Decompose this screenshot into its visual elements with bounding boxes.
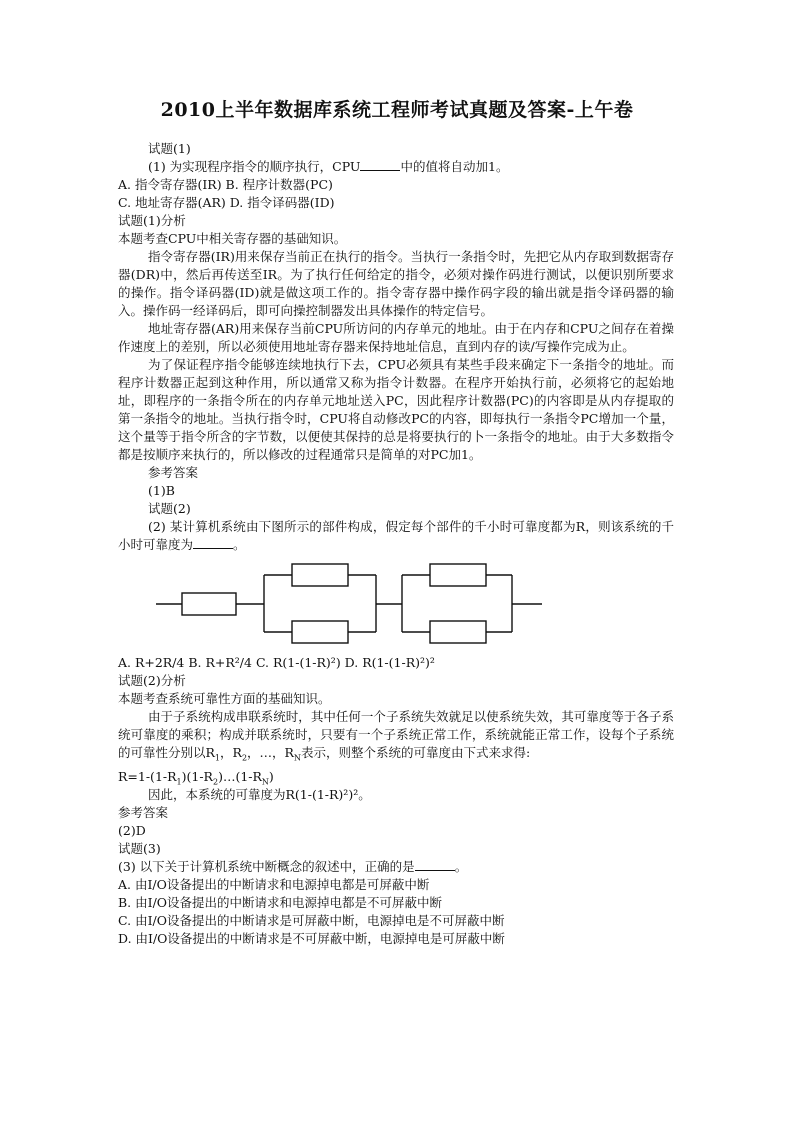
q2-conclusion: 因此，本系统的可靠度为R(1-(1-R)²)²。 bbox=[148, 786, 371, 802]
formula-sub2: 2 bbox=[212, 777, 219, 786]
q2-analysis-heading: 试题(2)分析 bbox=[118, 673, 186, 688]
q2-para-sub1: 1 bbox=[214, 753, 221, 763]
q3-heading: 试题(3) bbox=[118, 840, 161, 856]
q2-formula bbox=[118, 768, 674, 786]
q2-stem-text: (2) 某计算机系统由下图所示的部件构成，假定每个部件的千小时可靠度都为R，则该系统的千小时可靠度为 bbox=[118, 519, 674, 552]
formula-sub1: 1 bbox=[176, 777, 182, 786]
component-parallel2-bottom bbox=[430, 621, 486, 643]
q1-stem-text: (1) 为实现程序指令的顺序执行，CPU bbox=[148, 159, 361, 174]
q2-para-sub2: 2 bbox=[241, 753, 248, 763]
q2-para-text-c: ，…，R bbox=[247, 745, 294, 760]
document-body bbox=[118, 140, 674, 948]
q3-option-d: D. 由I/O设备提出的中断请求是不可屏蔽中断，电源掉电是可屏蔽中断 bbox=[118, 930, 505, 946]
q2-para-text-a: 由于子系统构成串联系统时，其中任何一个子系统失效就足以使系统失效，其可靠度等于各子系统可靠度的乘积；构成并联系统时，只要有一个子系统正常工作，系统就能正常工作，设每个子系统的可靠性分别以R bbox=[118, 709, 674, 760]
q1-paragraph-pc: 为了保证程序指令能够连续地执行下去，CPU必须具有某些手段来确定下一条指令的地址。而程序计数器正起到这种作用，所以通常又称为指令计数器。在程序开始执行前，必须将它的起始地址，即程序的一条指令所在的内存单元地址送入PC，因此程序计数器(PC)的内容即是从内存提取的第一条指令的地址。当执行指令时，CPU将自动修改PC的内容，即每执行一条指令PC增加一个量，这个量等于指令所含的字节数，以便使其保持的总是将要执行的卜一条指令的地址。由于大多数指令都是按顺序来执行的，所以修改的过程通常只是简单的对PC加1。 bbox=[118, 357, 674, 462]
page-title: 2010上半年数据库系统工程师考试真题及答案-上午卷 bbox=[160, 99, 634, 121]
reliability-diagram bbox=[118, 554, 674, 654]
q1-options-ab: A. 指令寄存器(IR) B. 程序计数器(PC) bbox=[118, 177, 333, 192]
q1-heading: 试题(1) bbox=[148, 141, 191, 156]
reliability-diagram-svg bbox=[118, 554, 674, 654]
q3-stem-tail: 。 bbox=[454, 858, 468, 874]
q2-heading: 试题(2) bbox=[148, 501, 191, 516]
q1-analysis-heading: 试题(1)分析 bbox=[118, 213, 186, 228]
q2-stem bbox=[118, 518, 674, 554]
q2-para-text-b: ，R bbox=[220, 745, 242, 760]
q3-option-a: A. 由I/O设备提出的中断请求和电源掉电都是可屏蔽中断 bbox=[118, 876, 430, 892]
q3-option-c: C. 由I/O设备提出的中断请求是可屏蔽中断，电源掉电是不可屏蔽中断 bbox=[118, 912, 505, 928]
q2-para-subn: N bbox=[293, 753, 301, 763]
formula-part-c: )…(1-R bbox=[218, 768, 262, 784]
q2-stem-tail: 。 bbox=[233, 537, 246, 552]
q2-para-text-d: 表示，则整个系统的可靠度由下式来求得: bbox=[300, 745, 531, 760]
q1-analysis-intro: 本题考查CPU中相关寄存器的基础知识。 bbox=[118, 231, 347, 246]
q1-options-cd: C. 地址寄存器(AR) D. 指令译码器(ID) bbox=[118, 195, 335, 210]
q3-stem bbox=[118, 858, 674, 876]
formula-part-b: )(1-R bbox=[181, 768, 213, 784]
q3-stem-text: (3) 以下关于计算机系统中断概念的叙述中，正确的是 bbox=[118, 858, 415, 874]
component-series bbox=[182, 593, 236, 615]
q2-blank bbox=[193, 536, 233, 549]
q3-blank bbox=[415, 858, 455, 871]
q1-stem-tail: 中的值将自动加1。 bbox=[400, 159, 509, 174]
q2-paragraph-reliability bbox=[118, 708, 674, 768]
q1-paragraph-ar: 地址寄存器(AR)用来保存当前CPU所访问的内存单元的地址。由于在内存和CPU之间存在着操作速度上的差别，所以必须使用地址寄存器来保持地址信息，直到内存的读/写操作完成为止。 bbox=[118, 321, 674, 354]
component-parallel1-top bbox=[292, 564, 348, 586]
q3-option-b: B. 由I/O设备提出的中断请求和电源掉电都是不可屏蔽中断 bbox=[118, 894, 443, 910]
formula-part-a: R=1-(1-R bbox=[118, 768, 177, 784]
formula-part-d: ) bbox=[268, 768, 274, 784]
formula-subn: N bbox=[261, 777, 269, 786]
q2-options: A. R+2R/4 B. R+R²/4 C. R(1-(1-R)²) D. R(1-(1-R)²)² bbox=[118, 655, 435, 670]
q2-answer: (2)D bbox=[118, 822, 146, 838]
q1-answer-heading: 参考答案 bbox=[148, 465, 199, 480]
q1-blank bbox=[360, 158, 400, 171]
q1-paragraph-ir: 指令寄存器(IR)用来保存当前正在执行的指令。当执行一条指令时，先把它从内存取到数据寄存器(DR)中，然后再传送至IR。为了执行任何给定的指令，必须对操作码进行测试，以便识别所要求的操作。指令译码器(ID)就是做这项工作的。指令寄存器中操作码字段的输出就是指令译码器的输入。操作码一经译码后，即可向操控制器发出具体操作的特定信号。 bbox=[118, 249, 674, 318]
q1-stem bbox=[118, 158, 674, 176]
q2-analysis-intro: 本题考查系统可靠性方面的基础知识。 bbox=[118, 691, 331, 706]
component-parallel1-bottom bbox=[292, 621, 348, 643]
q2-answer-heading: 参考答案 bbox=[118, 804, 169, 820]
component-parallel2-top bbox=[430, 564, 486, 586]
q1-answer: (1)B bbox=[148, 483, 175, 498]
